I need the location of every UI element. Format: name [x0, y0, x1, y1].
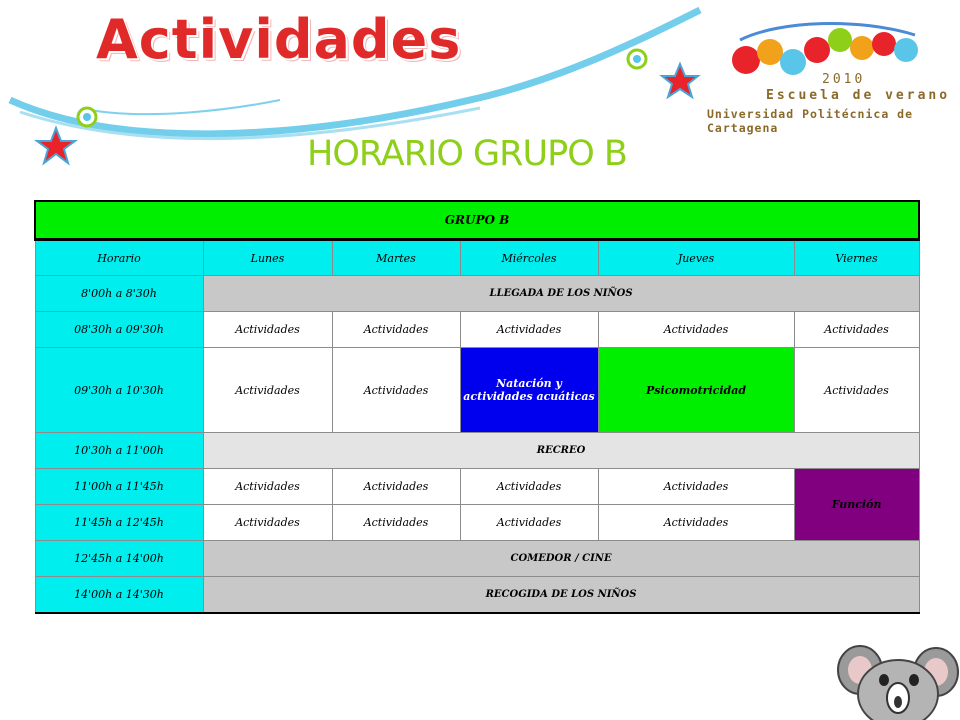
activity-cell: Actividades	[203, 469, 332, 505]
logo-university: Universidad Politécnica de Cartagena	[707, 107, 914, 135]
table-row	[35, 469, 919, 505]
ipctcole-logo	[732, 24, 918, 75]
activity-cell: Actividades	[332, 469, 460, 505]
activity-cell: Actividades	[203, 348, 332, 433]
table-row	[35, 348, 919, 433]
activity-cell: Actividades	[332, 505, 460, 541]
table-row	[35, 276, 919, 312]
activity-cell: Actividades	[332, 312, 460, 348]
header-martes: Martes	[332, 240, 460, 276]
activity-cell: Actividades	[460, 505, 598, 541]
time-cell: 09'30h a 10'30h	[35, 348, 203, 433]
activity-cell: Actividades	[332, 348, 460, 433]
group-title: GRUPO B	[35, 201, 919, 240]
table-row	[35, 433, 919, 469]
table-row	[35, 312, 919, 348]
activity-cell: Actividades	[794, 312, 919, 348]
span-cell: LLEGADA DE LOS NIÑOS	[203, 276, 919, 312]
time-cell: 10'30h a 11'00h	[35, 433, 203, 469]
header-horario: Horario	[35, 240, 203, 276]
logo-year: 2010	[822, 72, 866, 87]
time-cell: 11'45h a 12'45h	[35, 505, 203, 541]
header-miercoles: Miércoles	[460, 240, 598, 276]
activity-cell: Actividades	[460, 469, 598, 505]
psychomotor-cell: Psicomotricidad	[598, 348, 794, 433]
table-group-row	[35, 201, 919, 240]
activity-cell: Actividades	[794, 348, 919, 433]
star-icon	[662, 64, 698, 97]
table-row	[35, 505, 919, 541]
table-header-row	[35, 240, 919, 276]
function-cell: Función	[794, 469, 919, 541]
time-cell: 8'00h a 8'30h	[35, 276, 203, 312]
activity-cell: Actividades	[203, 312, 332, 348]
schedule-title: HORARIO GRUPO B	[307, 134, 627, 174]
activity-cell: Actividades	[598, 505, 794, 541]
circle-ornament-icon	[628, 50, 646, 68]
header-jueves: Jueves	[598, 240, 794, 276]
span-cell: COMEDOR / CINE	[203, 541, 919, 577]
activity-cell: Actividades	[203, 505, 332, 541]
activity-cell: Actividades	[598, 312, 794, 348]
header-lunes: Lunes	[203, 240, 332, 276]
header-viernes: Viernes	[794, 240, 919, 276]
table-row	[35, 577, 919, 614]
logo-subtitle: Escuela de verano	[766, 88, 951, 103]
time-cell: 14'00h a 14'30h	[35, 577, 203, 614]
koala-mascot-icon	[832, 636, 960, 720]
time-cell: 12'45h a 14'00h	[35, 541, 203, 577]
span-cell: RECREO	[203, 433, 919, 469]
activity-cell: Actividades	[460, 312, 598, 348]
swimming-cell: Natación y actividades acuáticas	[460, 348, 598, 433]
table-row	[35, 541, 919, 577]
time-cell: 11'00h a 11'45h	[35, 469, 203, 505]
span-cell: RECOGIDA DE LOS NIÑOS	[203, 577, 919, 614]
schedule-table	[34, 200, 920, 614]
activity-cell: Actividades	[598, 469, 794, 505]
time-cell: 08'30h a 09'30h	[35, 312, 203, 348]
circle-ornament-icon	[78, 108, 96, 126]
star-icon	[37, 128, 75, 163]
page-title: Actividades	[96, 8, 462, 71]
